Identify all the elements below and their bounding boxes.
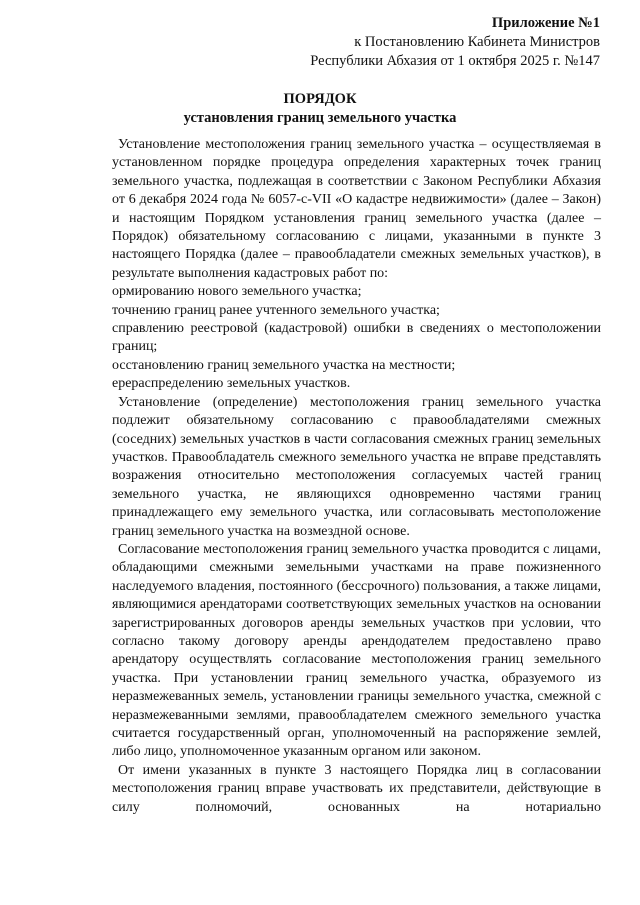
paragraph-definition: Установление местоположения границ земельного участка – осуществляемая в установленном порядке процедура определения характерных точек границ земельного участка, подлежащая в соответствии с Законом Республики Абхазия от 6 декабря 2024 года № 6057-с-VII «О кадастре недвижимости» (далее – Закон) и настоящим Порядком установления границ земельного участка (далее – Порядок) обязательному согласованию с лицами, указанными в пункте 3 настоящего Порядка (далее – правообладатели смежных земельных участков), в результате выполнения кадастровых работ по: [112, 137, 601, 281]
document-heading [0, 90, 640, 128]
appendix-date-line: Республики Абхазия от 1 октября 2025 г. №147 [310, 53, 600, 69]
list-item-redistribution: ерераспределению земельных участков. [112, 376, 351, 392]
list-item-formation: ормированию нового земельного участка; [112, 284, 362, 300]
paragraph-representatives: От имени указанных в пункте 3 настоящего Порядка лиц в согласовании местоположения границ вправе участвовать их представители, действующие в силу полномочий, основанных на нотариально [112, 762, 601, 815]
paragraph-approval-parties: Согласование местоположения границ земельного участка проводится с лицами, обладающими смежными земельными участками на праве пожизненного наследуемого владения, постоянного (бессрочного) пользования, а также лицами, являющимися арендаторами соответствующих земельных участков на основании зарегистрированных договоров аренды земельных участков при условии, что согласно такому договору аренды арендодателем предоставлено право арендатору осуществлять согласование местоположения границ земельного участка. При установлении границ земельного участка, образуемого из неразмежеванных земель, установлении границы земельного участка, смежной с неразмежеванными землями, правообладателем смежного земельного участка считается государственный орган, уполномоченный на распоряжение землей, либо лицо, уполномоченное указанным органом или законом. [112, 541, 601, 760]
list-item-error-correction: справлению реестровой (кадастровой) ошибки в сведениях о местоположении границ; [112, 321, 601, 355]
appendix-title: Приложение №1 [491, 15, 600, 31]
appendix-resolution-line: к Постановлению Кабинета Министров [354, 34, 600, 50]
document-body [112, 136, 601, 817]
document-subtitle: установления границ земельного участка [183, 110, 457, 126]
list-item-restoration: осстановлению границ земельного участка на местности; [112, 357, 456, 373]
document-title: ПОРЯДОК [283, 91, 357, 107]
appendix-reference [310, 14, 600, 71]
paragraph-mandatory-approval: Установление (определение) местоположения границ земельного участка подлежит обязательному согласованию с правообладателями смежных (соседних) земельных участков в части согласования смежных границ земельных участков. Правообладатель смежного земельного участка не вправе представлять возражения относительно местоположения согласуемых частей границ земельного участка, не являющихся одновременно частями границ принадлежащего ему земельного участка, или согласовывать местоположение границ земельного участка на возмездной основе. [112, 394, 601, 539]
list-item-clarification: точнению границ ранее учтенного земельного участка; [112, 302, 440, 318]
